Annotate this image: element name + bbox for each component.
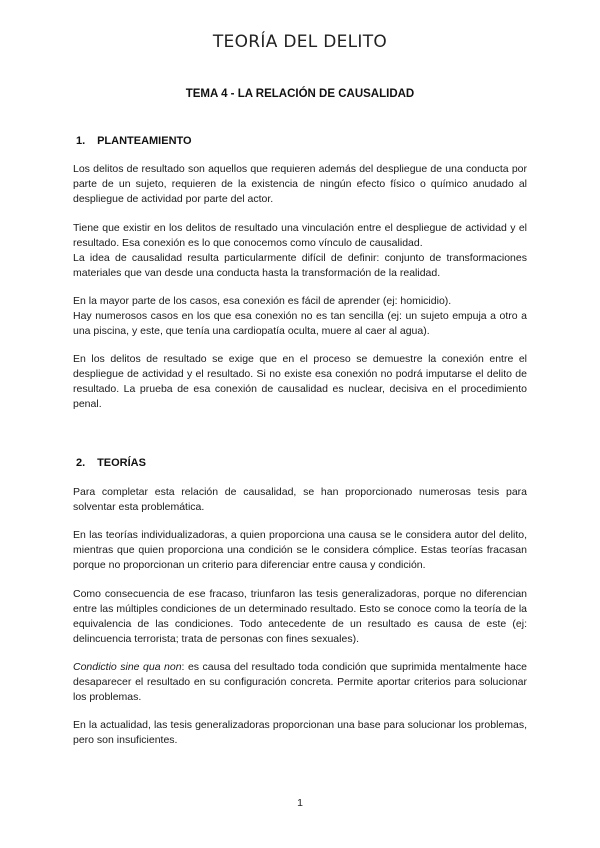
section-2-title: TEORÍAS bbox=[97, 457, 146, 469]
topic-title: TEMA 4 - LA RELACIÓN DE CAUSALIDAD bbox=[185, 88, 415, 100]
section-1-paragraph-2 bbox=[73, 221, 527, 281]
section-2-paragraph-4-text: : es causa del resultado toda condición que suprimida mentalmente hace desaparecer el resultado en su configuración concreta. Permite aportar criterios para solucionar los problemas. bbox=[73, 661, 527, 703]
section-1-heading bbox=[76, 135, 192, 147]
section-1-paragraph-3a: En la mayor parte de los casos, esa conexión es fácil de aprender (ej: homicidio). bbox=[73, 295, 452, 307]
latin-term: Condictio sine qua non bbox=[73, 661, 182, 673]
section-1-paragraph-3b: Hay numerosos casos en los que esa conexión no es tan sencilla (ej: un sujeto empuja a otro a una piscina, y este, que tenía una cardiopatía oculta, muere al caer al agua). bbox=[73, 310, 527, 337]
page-number: 1 bbox=[297, 797, 303, 809]
section-1-paragraph-2b: La idea de causalidad resulta particularmente difícil de definir: conjunto de transformaciones materiales que van desde una conducta hasta la transformación de la realidad. bbox=[73, 252, 527, 279]
section-2-paragraph-2: En las teorías individualizadoras, a quien proporciona una causa se le considera autor del delito, mientras que quien proporciona una condición se le considera cómplice. Estas teorías fracasan porque no proporcionan un criterio para diferenciar entre causa y condición. bbox=[73, 529, 527, 571]
document-title: TEORÍA DEL DELITO bbox=[212, 32, 388, 52]
section-2-heading bbox=[76, 457, 146, 469]
section-1-number: 1. bbox=[76, 135, 86, 147]
section-1-paragraph-4: En los delitos de resultado se exige que en el proceso se demuestre la conexión entre el despliegue de actividad y el resultado. Si no existe esa conexión no podrá imputarse el delito de resultado. La prueba de esa conexión de causalidad es nuclear, decisiva en el procedimiento penal. bbox=[73, 353, 527, 410]
section-2-paragraph-5: En la actualidad, las tesis generalizadoras proporcionan una base para solucionar los problemas, pero son insuficientes. bbox=[73, 719, 527, 746]
section-2-number: 2. bbox=[76, 457, 86, 469]
section-2-paragraph-4 bbox=[73, 660, 527, 705]
section-2-paragraph-1: Para completar esta relación de causalidad, se han proporcionado numerosas tesis para solventar esta problemática. bbox=[73, 486, 527, 513]
section-1-paragraph-2a: Tiene que existir en los delitos de resultado una vinculación entre el despliegue de actividad y el resultado. Esa conexión es lo que conocemos como vínculo de causalidad. bbox=[73, 222, 527, 249]
section-1-paragraph-3 bbox=[73, 294, 527, 339]
section-1-paragraph-1: Los delitos de resultado son aquellos que requieren además del despliegue de una conducta por parte de un sujeto, requieren de la existencia de ningún efecto físico o químico anudado al despliegue de actividad por parte del actor. bbox=[73, 163, 527, 205]
section-1-title: PLANTEAMIENTO bbox=[97, 135, 192, 147]
section-2-paragraph-3: Como consecuencia de ese fracaso, triunfaron las tesis generalizadoras, porque no diferencian entre las múltiples condiciones de un determinado resultado. Esto se conoce como la teoría de la equivalencia de las condiciones. Todo antecedente de un resultado es causa de este (ej: delincuencia terrorista; trata de personas con fines sexuales). bbox=[73, 588, 527, 645]
